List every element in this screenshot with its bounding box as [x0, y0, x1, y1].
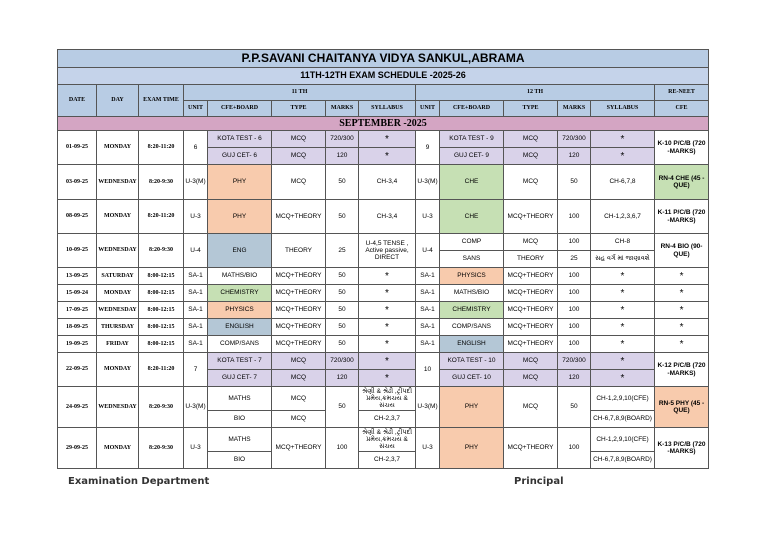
unit-cell: 9 [416, 131, 440, 165]
header-syllabus: SYLLABUS [359, 101, 416, 117]
day-cell: MONDAY [97, 131, 139, 165]
unit-cell: SA-1 [184, 268, 208, 285]
subject-cell: ENGLISH [440, 336, 504, 353]
date-cell: 24-09-25 [58, 387, 97, 428]
subject-cell: COMP/SANS [208, 336, 272, 353]
time-cell: 8:00-12:15 [139, 268, 184, 285]
syllabus-cell: * [359, 370, 416, 387]
header-cfe-board: CFE+BOARD [440, 101, 504, 117]
header-type: TYPE [272, 101, 326, 117]
unit-cell: U-3(M) [416, 165, 440, 200]
subject-cell: COMP [440, 234, 504, 251]
marks-cell: 120 [558, 148, 591, 165]
unit-cell: SA-1 [416, 319, 440, 336]
date-cell: 08-09-25 [58, 200, 97, 234]
date-cell: 01-09-25 [58, 131, 97, 165]
type-cell: MCQ [272, 165, 326, 200]
marks-cell: 100 [326, 428, 359, 469]
syllabus-cell: * [591, 336, 655, 353]
marks-cell: 720/300 [326, 353, 359, 370]
subject-cell: PHY [208, 200, 272, 234]
type-cell: MCQ+THEORY [504, 268, 558, 285]
syllabus-cell: CH-1,2,9,10(CFE) [591, 428, 655, 452]
marks-cell: 50 [326, 268, 359, 285]
subject-cell: CHE [440, 200, 504, 234]
day-cell: SATURDAY [97, 268, 139, 285]
marks-cell: 720/300 [558, 131, 591, 148]
table-row [58, 353, 709, 370]
unit-cell: SA-1 [184, 302, 208, 319]
table-row [58, 302, 709, 319]
month-heading: SEPTEMBER -2025 [58, 117, 709, 131]
unit-cell: 10 [416, 353, 440, 387]
day-cell: WEDNESDAY [97, 302, 139, 319]
syllabus-cell: CH-3,4 [359, 200, 416, 234]
subject-cell: COMP/SANS [440, 319, 504, 336]
type-cell: MCQ [272, 370, 326, 387]
type-cell: MCQ [272, 148, 326, 165]
marks-cell: 50 [326, 387, 359, 428]
marks-cell: 100 [558, 428, 591, 469]
type-cell: MCQ+THEORY [272, 200, 326, 234]
syllabus-cell: * [359, 285, 416, 302]
subject-cell: CHEMISTRY [208, 285, 272, 302]
header-date: DATE [58, 85, 97, 117]
subject-cell: KOTA TEST - 9 [440, 131, 504, 148]
marks-cell: 25 [326, 234, 359, 268]
syllabus-cell: * [591, 353, 655, 370]
unit-cell: U-3(M) [184, 165, 208, 200]
header-11th: 11 TH [184, 85, 416, 101]
date-cell: 29-09-25 [58, 428, 97, 469]
page-title: P.P.SAVANI CHAITANYA VIDYA SANKUL,ABRAMA [58, 50, 709, 68]
type-cell: MCQ+THEORY [504, 319, 558, 336]
marks-cell: 50 [326, 336, 359, 353]
type-cell: MCQ [272, 387, 326, 411]
marks-cell: 100 [558, 319, 591, 336]
marks-cell: 50 [326, 285, 359, 302]
type-cell: MCQ+THEORY [504, 428, 558, 469]
subject-cell: MATHS/BIO [440, 285, 504, 302]
unit-cell: U-3(M) [416, 387, 440, 428]
syllabus-cell: CH-3,4 [359, 165, 416, 200]
subject-cell: GUJ CET- 9 [440, 148, 504, 165]
header-cfe-board: CFE+BOARD [208, 101, 272, 117]
marks-cell: 50 [326, 165, 359, 200]
date-cell: 15-09-24 [58, 285, 97, 302]
subject-cell: PHY [440, 428, 504, 469]
time-cell: 8:20-11:20 [139, 131, 184, 165]
unit-cell: U-4 [416, 234, 440, 268]
subject-cell: GUJ CET- 10 [440, 370, 504, 387]
unit-cell: SA-1 [416, 285, 440, 302]
table-row [58, 285, 709, 302]
day-cell: MONDAY [97, 285, 139, 302]
subject-cell: GUJ CET- 6 [208, 148, 272, 165]
type-cell: MCQ+THEORY [272, 319, 326, 336]
type-cell: MCQ+THEORY [272, 268, 326, 285]
time-cell: 8:00-12:15 [139, 285, 184, 302]
reneet-cell: * [655, 336, 709, 353]
unit-cell: U-3 [184, 428, 208, 469]
header-unit: UNIT [184, 101, 208, 117]
exam-schedule-table [57, 49, 709, 469]
reneet-cell: RN-5 PHY (45 - QUE) [655, 387, 709, 428]
day-cell: MONDAY [97, 428, 139, 469]
type-cell: MCQ+THEORY [504, 302, 558, 319]
date-cell: 17-09-25 [58, 302, 97, 319]
type-cell: MCQ+THEORY [504, 336, 558, 353]
time-cell: 8:20-9:30 [139, 165, 184, 200]
header-marks: MARKS [558, 101, 591, 117]
marks-cell: 120 [326, 370, 359, 387]
header-unit: UNIT [416, 101, 440, 117]
syllabus-cell: * [359, 131, 416, 148]
syllabus-cell: * [359, 319, 416, 336]
subject-cell: GUJ CET- 7 [208, 370, 272, 387]
subject-cell: BIO [208, 452, 272, 469]
header-marks: MARKS [326, 101, 359, 117]
date-cell: 10-09-25 [58, 234, 97, 268]
time-cell: 8:20-11:20 [139, 200, 184, 234]
unit-cell: U-3 [416, 428, 440, 469]
syllabus-cell: * [591, 319, 655, 336]
marks-cell: 100 [558, 336, 591, 353]
time-cell: 8:20-9:30 [139, 234, 184, 268]
day-cell: WEDNESDAY [97, 234, 139, 268]
reneet-cell: K-11 P/C/B (720 -MARKS) [655, 200, 709, 234]
type-cell: MCQ+THEORY [272, 302, 326, 319]
syllabus-cell: CH-1,2,9,10(CFE) [591, 387, 655, 411]
marks-cell: 120 [558, 370, 591, 387]
time-cell: 8:00-12:15 [139, 302, 184, 319]
marks-cell: 100 [558, 285, 591, 302]
syllabus-cell: શ્રેણી & શ્રેઢી ,ટ્રીપદી પ્રમેય,ક્રમચય & સંચય [359, 387, 416, 411]
header-cfe: CFE [655, 101, 709, 117]
type-cell: MCQ [504, 370, 558, 387]
reneet-cell: K-13 P/C/B (720 -MARKS) [655, 428, 709, 469]
header-reneet: RE-NEET [655, 85, 709, 101]
syllabus-cell: * [591, 131, 655, 148]
table-row [58, 336, 709, 353]
syllabus-cell: * [359, 302, 416, 319]
date-cell: 19-09-25 [58, 336, 97, 353]
header-type: TYPE [504, 101, 558, 117]
marks-cell: 50 [326, 200, 359, 234]
type-cell: MCQ [504, 353, 558, 370]
day-cell: THURSDAY [97, 319, 139, 336]
marks-cell: 100 [558, 268, 591, 285]
subject-cell: PHYSICS [440, 268, 504, 285]
type-cell: MCQ+THEORY [504, 200, 558, 234]
table-row [58, 234, 709, 251]
time-cell: 8:00-12:15 [139, 319, 184, 336]
page-subtitle: 11TH-12TH EXAM SCHEDULE -2025-26 [58, 68, 709, 85]
reneet-cell: RN-4 BIO (90- QUE) [655, 234, 709, 268]
syllabus-cell: CH-2,3,7 [359, 411, 416, 428]
reneet-cell: K-10 P/C/B (720 -MARKS) [655, 131, 709, 165]
subject-cell: KOTA TEST - 6 [208, 131, 272, 148]
reneet-cell: * [655, 319, 709, 336]
date-cell: 13-09-25 [58, 268, 97, 285]
subject-cell: ENG [208, 234, 272, 268]
date-cell: 03-09-25 [58, 165, 97, 200]
subject-cell: ENGLISH [208, 319, 272, 336]
unit-cell: SA-1 [184, 285, 208, 302]
syllabus-cell: CH-1,2,3,6,7 [591, 200, 655, 234]
subject-cell: KOTA TEST - 7 [208, 353, 272, 370]
unit-cell: 7 [184, 353, 208, 387]
subject-cell: PHYSICS [208, 302, 272, 319]
subject-cell: PHY [440, 387, 504, 428]
day-cell: FRIDAY [97, 336, 139, 353]
reneet-cell: * [655, 268, 709, 285]
marks-cell: 50 [558, 387, 591, 428]
marks-cell: 50 [558, 165, 591, 200]
day-cell: WEDNESDAY [97, 165, 139, 200]
reneet-cell: * [655, 285, 709, 302]
day-cell: WEDNESDAY [97, 387, 139, 428]
marks-cell: 25 [558, 251, 591, 268]
marks-cell: 100 [558, 200, 591, 234]
syllabus-cell: શ્રેણી & શ્રેઢી ,ટ્રીપદી પ્રમેય,ક્રમચય & સંચય [359, 428, 416, 452]
syllabus-cell: CH-8 [591, 234, 655, 251]
unit-cell: SA-1 [416, 302, 440, 319]
unit-cell: U-3 [416, 200, 440, 234]
marks-cell: 720/300 [326, 131, 359, 148]
table-row [58, 131, 709, 148]
subject-cell: CHEMISTRY [440, 302, 504, 319]
type-cell: MCQ [272, 131, 326, 148]
footer-exam-department: Examination Department [68, 476, 210, 487]
syllabus-cell: CH-2,3,7 [359, 452, 416, 469]
type-cell: MCQ+THEORY [272, 336, 326, 353]
unit-cell: SA-1 [184, 319, 208, 336]
time-cell: 8:00-12:15 [139, 336, 184, 353]
type-cell: MCQ [504, 387, 558, 428]
time-cell: 8:20-11:20 [139, 353, 184, 387]
day-cell: MONDAY [97, 200, 139, 234]
type-cell: MCQ [504, 234, 558, 251]
type-cell: MCQ [272, 411, 326, 428]
unit-cell: U-3(M) [184, 387, 208, 428]
marks-cell: 720/300 [558, 353, 591, 370]
marks-cell: 50 [326, 302, 359, 319]
table-row [58, 165, 709, 200]
table-row [58, 268, 709, 285]
subject-cell: SANS [440, 251, 504, 268]
type-cell: MCQ [504, 165, 558, 200]
header-exam-time: EXAM TIME [139, 85, 184, 117]
unit-cell: U-3 [184, 200, 208, 234]
syllabus-cell: સહ વર્ગ માં જાણાવશે [591, 251, 655, 268]
syllabus-cell: * [359, 353, 416, 370]
time-cell: 8:20-9:30 [139, 428, 184, 469]
reneet-cell: RN-4 CHE (45 - QUE) [655, 165, 709, 200]
type-cell: THEORY [272, 234, 326, 268]
syllabus-cell: U-4,5 TENSE , Active passive, DIRECT [359, 234, 416, 268]
unit-cell: SA-1 [184, 336, 208, 353]
table-row [58, 319, 709, 336]
subject-cell: MATHS [208, 387, 272, 411]
syllabus-cell: * [591, 148, 655, 165]
reneet-cell: K-12 P/C/B (720 -MARKS) [655, 353, 709, 387]
date-cell: 18-09-25 [58, 319, 97, 336]
subject-cell: MATHS [208, 428, 272, 452]
day-cell: MONDAY [97, 353, 139, 387]
marks-cell: 100 [558, 302, 591, 319]
unit-cell: SA-1 [416, 336, 440, 353]
table-row [58, 200, 709, 234]
type-cell: MCQ [504, 131, 558, 148]
subject-cell: BIO [208, 411, 272, 428]
syllabus-cell: * [591, 285, 655, 302]
syllabus-cell: * [591, 268, 655, 285]
type-cell: THEORY [504, 251, 558, 268]
syllabus-cell: * [359, 148, 416, 165]
syllabus-cell: * [359, 268, 416, 285]
type-cell: MCQ+THEORY [272, 285, 326, 302]
type-cell: MCQ+THEORY [272, 428, 326, 469]
marks-cell: 120 [326, 148, 359, 165]
type-cell: MCQ [272, 353, 326, 370]
marks-cell: 50 [326, 319, 359, 336]
syllabus-cell: CH-6,7,8,9(BOARD) [591, 452, 655, 469]
reneet-cell: * [655, 302, 709, 319]
unit-cell: SA-1 [416, 268, 440, 285]
subject-cell: MATHS/BIO [208, 268, 272, 285]
syllabus-cell: CH-6,7,8,9(BOARD) [591, 411, 655, 428]
footer-principal: Principal [514, 476, 564, 487]
syllabus-cell: * [591, 370, 655, 387]
date-cell: 22-09-25 [58, 353, 97, 387]
syllabus-cell: * [359, 336, 416, 353]
type-cell: MCQ+THEORY [504, 285, 558, 302]
table-row [58, 387, 709, 411]
marks-cell: 100 [558, 234, 591, 251]
type-cell: MCQ [504, 148, 558, 165]
header-day: DAY [97, 85, 139, 117]
time-cell: 8:20-9:30 [139, 387, 184, 428]
table-row [58, 428, 709, 452]
subject-cell: CHE [440, 165, 504, 200]
subject-cell: PHY [208, 165, 272, 200]
unit-cell: 6 [184, 131, 208, 165]
syllabus-cell: * [591, 302, 655, 319]
syllabus-cell: CH-6,7,8 [591, 165, 655, 200]
subject-cell: KOTA TEST - 10 [440, 353, 504, 370]
header-syllabus: SYLLABUS [591, 101, 655, 117]
header-12th: 12 TH [416, 85, 655, 101]
unit-cell: U-4 [184, 234, 208, 268]
